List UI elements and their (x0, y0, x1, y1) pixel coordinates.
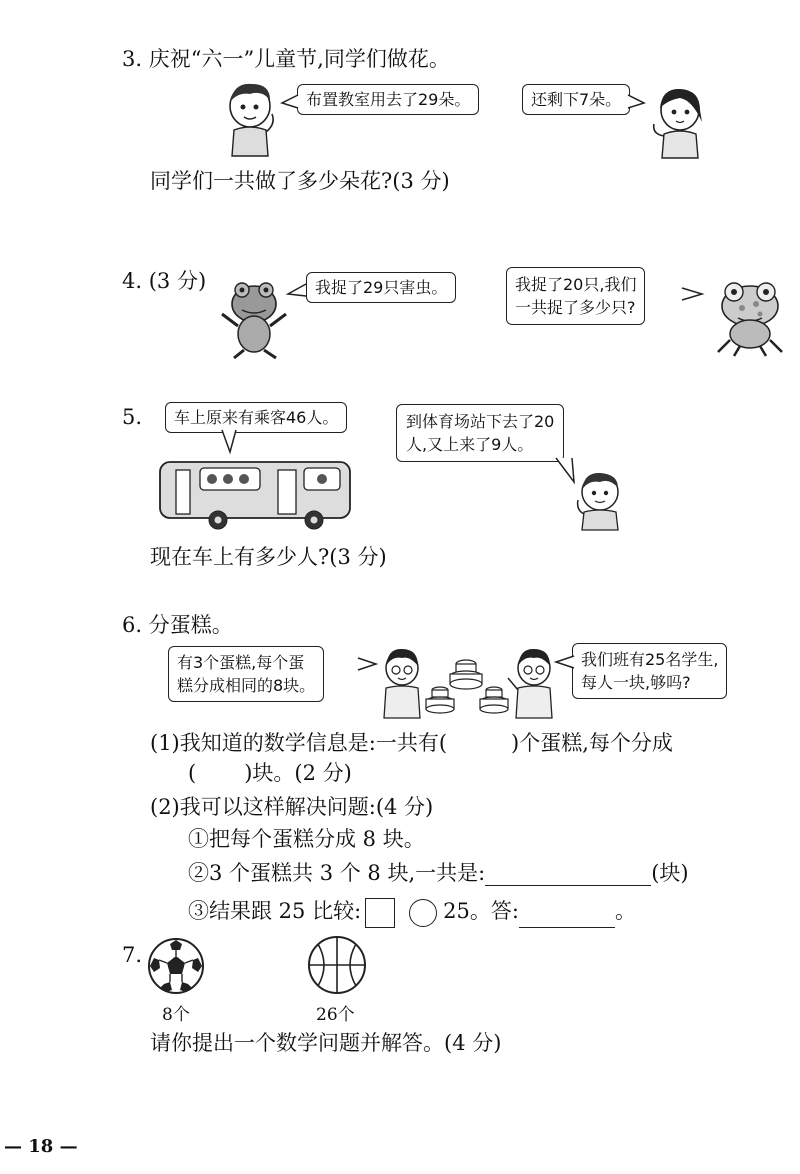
basketball-icon (306, 934, 368, 996)
q6-part1-text-c: ( (188, 761, 197, 785)
q4-number: 4. (3 分) (122, 269, 207, 293)
q5-bubble-right (396, 404, 564, 462)
frog-illustration-right (712, 278, 788, 358)
soccer-count: 8个 (162, 1005, 190, 1025)
q6-bubble-left-line1: 有3个蛋糕,每个蛋 (177, 653, 305, 672)
q6-bubble-right-line1: 我们班有25名学生, (581, 650, 719, 669)
q6-part1-line2 (188, 760, 352, 786)
frog-illustration-left (218, 278, 290, 360)
q6-title: 6. 分蛋糕。 (122, 613, 233, 637)
q6-part2: (2)我可以这样解决问题:(4 分) (150, 795, 434, 819)
q5-bubble-right-line1: 到体育场站下去了20 (406, 412, 555, 431)
q6-step3 (188, 896, 636, 928)
q3-bubble-right (522, 84, 630, 115)
q6-step2-text: ②3 个蛋糕共 3 个 8 块,一共是: (188, 861, 486, 885)
soccer-ball-icon (146, 936, 206, 996)
q6-bubble-left (168, 646, 324, 702)
girl-illustration (648, 84, 708, 160)
bubble-tail (222, 430, 242, 454)
basketball-count: 26个 (316, 1005, 355, 1025)
q3-bubble-left (297, 84, 479, 115)
q3-bubble-right-text: 还剩下7朵。 (531, 90, 622, 109)
q5-bubble-right-line2: 人,又上来了9人。 (406, 435, 534, 454)
q3-title: 3. 庆祝“六一”儿童节,同学们做花。 (122, 47, 450, 71)
q6-bubble-right (572, 643, 727, 699)
q6-part1-text-b: )个蛋糕,每个分成 (511, 731, 673, 755)
boy-illustration-q5 (570, 470, 628, 532)
boy-illustration (222, 80, 282, 158)
q5-bubble-left-text: 车上原来有乘客46人。 (174, 408, 339, 427)
bubble-tail (288, 284, 308, 298)
bubble-tail (682, 288, 704, 302)
bubble-tail (556, 656, 574, 670)
q3-question: 同学们一共做了多少朵花?(3 分) (150, 169, 450, 193)
q6-step3-text-a: ③结果跟 25 比较: (188, 899, 362, 923)
q6-part1-line1 (150, 730, 673, 756)
q6-bubble-right-line2: 每人一块,够吗? (581, 673, 691, 692)
q4-bubble-right-line2: 一共捉了多少只? (515, 298, 636, 317)
bubble-tail (628, 95, 646, 109)
q5-number: 5. (122, 405, 143, 429)
q4-bubble-right-line1: 我捉了20只,我们 (515, 275, 637, 294)
q6-step3-text-c: 。 (614, 899, 636, 923)
q6-step2 (188, 860, 689, 886)
q5-question: 现在车上有多少人?(3 分) (150, 545, 387, 569)
q6-answer-line-total[interactable] (485, 863, 651, 886)
q6-step1: ①把每个蛋糕分成 8 块。 (188, 827, 425, 851)
bubble-tail (358, 658, 378, 672)
q6-answer-line[interactable] (519, 905, 615, 928)
q7-question: 请你提出一个数学问题并解答。(4 分) (150, 1031, 502, 1055)
q6-compare-circle[interactable] (409, 899, 437, 927)
q6-part1-text-a: (1)我知道的数学信息是:一共有( (150, 731, 448, 755)
q4-bubble-right (506, 267, 645, 325)
q7-number: 7. (122, 943, 143, 967)
q6-step3-text-b: 25。答: (443, 899, 519, 923)
q4-bubble-left (306, 272, 456, 303)
q3-bubble-left-text: 布置教室用去了29朵。 (306, 90, 471, 109)
bubble-tail (282, 95, 300, 109)
q6-bubble-left-line2: 糕分成相同的8块。 (177, 676, 316, 695)
q5-bubble-left (165, 402, 347, 433)
q6-part1-text-d: )块。(2 分) (244, 761, 352, 785)
q4-bubble-left-text: 我捉了29只害虫。 (315, 278, 448, 297)
bus-illustration (158, 456, 354, 532)
q6-step2-unit: (块) (651, 861, 689, 885)
q6-answer-box[interactable] (365, 898, 395, 928)
children-cakes-illustration (378, 644, 558, 720)
page-number: — 18 — (4, 1136, 78, 1157)
